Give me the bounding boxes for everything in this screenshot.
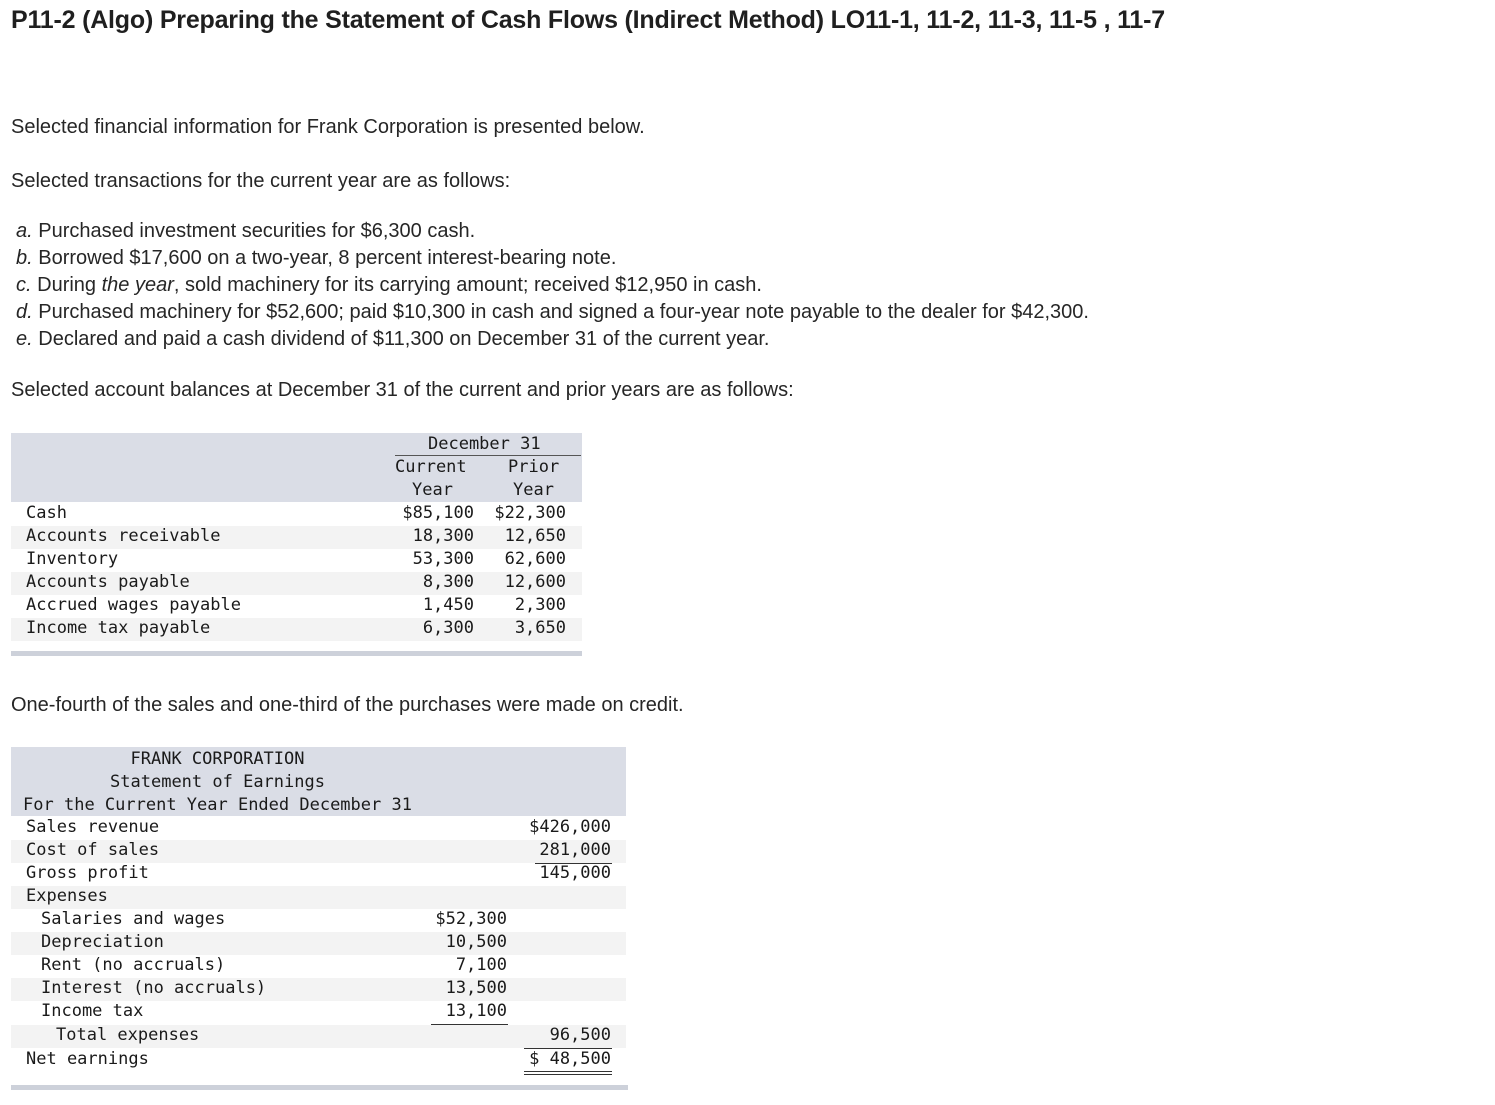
transaction-d: d. Purchased machinery for $52,600; paid $10,300 in cash and signed a four-year note payable to the dealer for $42,300. [16, 301, 1089, 323]
statement-period: For the Current Year Ended December 31 [23, 795, 412, 815]
transaction-a: a. Purchased investment securities for $6,300 cash. [16, 220, 476, 242]
table-row: Accounts receivable 18,300 12,650 [11, 526, 582, 549]
net-earnings-row: Net earnings $ 48,500 [26, 1049, 611, 1069]
transaction-b: b. Borrowed $17,600 on a two-year, 8 percent interest-bearing note. [16, 247, 617, 269]
table-row: Accrued wages payable 1,450 2,300 [26, 595, 566, 615]
page-title: P11-2 (Algo) Preparing the Statement of Cash Flows (Indirect Method) LO11-1, 11-2, 11-3, 11-5 , 11-7 [11, 6, 1165, 34]
sales-row: Sales revenue $426,000 [26, 817, 611, 837]
balance-table [11, 433, 582, 657]
table-row: Income tax payable 6,300 3,650 [11, 618, 582, 641]
gross-profit-row: Gross profit 145,000 [26, 863, 611, 883]
expenses-heading-row: Expenses [11, 886, 626, 909]
december-header: December 31 [428, 434, 541, 454]
statement-name: Statement of Earnings [110, 772, 325, 792]
expense-row: Interest (no accruals) 13,500 [11, 978, 626, 1001]
total-expenses-row: Total expenses 96,500 [11, 1025, 626, 1048]
cost-of-sales-row: Cost of sales 281,000 [11, 840, 626, 863]
transaction-c: c. During the year, sold machinery for its carrying amount; received $12,950 in cash. [16, 274, 762, 296]
header-underline [395, 455, 581, 456]
transactions-intro: Selected transactions for the current year are as follows: [11, 170, 511, 192]
prior-year-header-1: Prior [508, 457, 560, 477]
table-row: Cash $85,100 $22,300 [26, 503, 566, 523]
current-year-header-1: Current [395, 457, 467, 477]
expense-row: Salaries and wages $52,300 [41, 909, 507, 929]
expense-row: Income tax 13,100 [41, 1001, 507, 1021]
table-row: Accounts payable 8,300 12,600 [11, 572, 582, 595]
expense-row: Depreciation 10,500 [11, 932, 626, 955]
intro-text: Selected financial information for Frank Corporation is presented below. [11, 116, 645, 138]
expense-row: Rent (no accruals) 7,100 [41, 955, 507, 975]
net-double-underline-2 [524, 1074, 612, 1075]
table-bottom-border [11, 651, 582, 656]
transaction-e: e. Declared and paid a cash dividend of $11,300 on December 31 of the current year. [16, 328, 770, 350]
earnings-statement [11, 747, 628, 1092]
credit-note: One-fourth of the sales and one-third of the purchases were made on credit. [11, 694, 684, 716]
prior-year-header-2: Year [513, 480, 554, 500]
company-name: FRANK CORPORATION [130, 749, 305, 769]
balances-intro: Selected account balances at December 31 of the current and prior years are as follows: [11, 379, 794, 401]
statement-bottom-border [11, 1085, 628, 1090]
net-double-underline-1 [524, 1071, 612, 1072]
current-year-header-2: Year [412, 480, 453, 500]
table-row: Inventory 53,300 62,600 [26, 549, 566, 569]
